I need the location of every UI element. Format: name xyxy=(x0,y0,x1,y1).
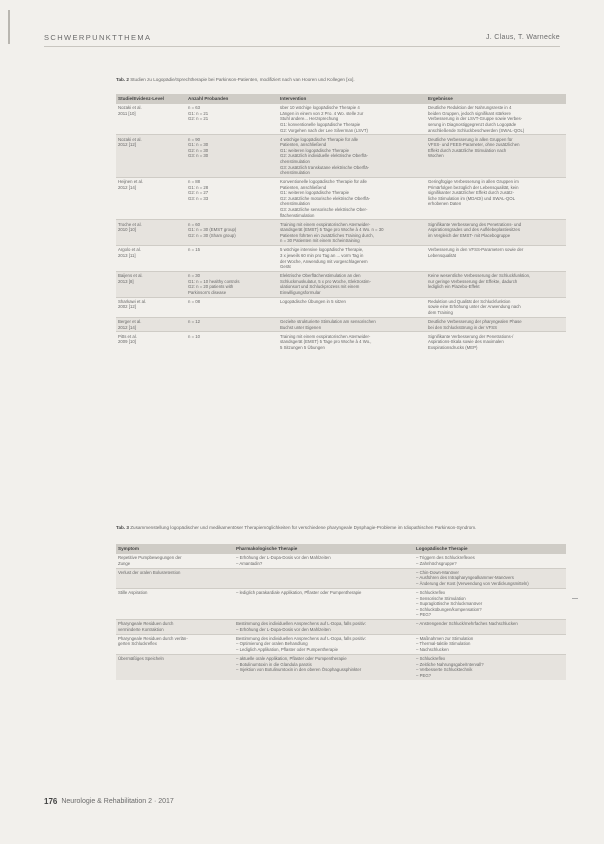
table1-col-header: Studie/Evidenz-Level xyxy=(116,94,186,104)
cell-study: Pitts et al. 2009 [10] xyxy=(116,332,186,352)
cell-results: Reduktion und Qualität der Schluckfunktion sowie eine Erhöhung unter der Anwendung nach dem Training xyxy=(426,297,566,317)
cell-subjects: n = 60 G1: n = 30 (EMST group) G2: n = 30 (Sham group) xyxy=(186,220,278,246)
table1-caption-text: Studien zu Logopädie/Sprechtherapie bei Parkinson-Patienten, modifiziert nach van Hooren und Kollegen [xx]. xyxy=(130,77,355,82)
cell-study: Baijens et al. 2013 [8] xyxy=(116,271,186,297)
page-footer xyxy=(44,795,174,807)
cell-study: Berger et al. 2012 [14] xyxy=(116,317,186,332)
table-row xyxy=(116,317,566,332)
table-row xyxy=(116,220,566,246)
table-therapy xyxy=(116,544,566,680)
cell-study: Troche et al. 2010 [10] xyxy=(116,220,186,246)
cell-symptom: Stille Aspiration xyxy=(116,588,234,619)
cell-study: Nozaki et al. 2012 [12] xyxy=(116,135,186,178)
cell-intervention: 5 wöchige intensive logopädische Therapie, 3 x jeweils 60 min pro Tag an ... vorm Tag in der Woche, Anwendung mit vorgeschlagenem Gerät xyxy=(278,246,426,272)
cell-logo: – Chin-Down-Manöver – Ausführen des Intrapharyngealkammer-Manövers – Änderung der Kost (Verwendung von Verdickungsmitteln) xyxy=(414,568,566,588)
table-row xyxy=(116,271,566,297)
cell-subjects: n = 63 G1: n = 21 G2: n = 21 xyxy=(186,104,278,135)
cell-subjects: n = 08 xyxy=(186,297,278,317)
cell-intervention: über 10 wöchige logopädische Therapie 4 Längen in einem von 2 Pro. 4 Wo. stelle zur Stuhl andere... Herzsprechung G1: konventionelle logopädische Therapie G2: Vorgehen nach der Lee Silverman (LSVT) xyxy=(278,104,426,135)
cell-results: Keine wesentliche Verbesserung der Schluckfunktion, nur geringe Verbesserung der Effekte, dadurch lediglich ein Plazebo-Effekt xyxy=(426,271,566,297)
table-row xyxy=(116,332,566,352)
cell-results: Verbesserung in den VFSS-Parametern sowie der Lebensqualität xyxy=(426,246,566,272)
cell-results: Signifikante Verbesserung des Penetrations- und Aspirationsgrades und des Aufklebeplastiesitzes im Vergleich der EMST- mit Placebogruppe xyxy=(426,220,566,246)
table-row xyxy=(116,588,566,619)
cell-results: Geringfügige Verbesserung in allen Gruppen im Primärfolgen bezüglich der Lebensqualität, kein signifikanter zusätzlicher Effekt durch zusätz- liche Stimulation im (MDADI) und SWAL-QOL erhobenen Daten xyxy=(426,177,566,220)
table-row xyxy=(116,568,566,588)
table-row xyxy=(116,135,566,178)
page-number: 176 xyxy=(44,796,58,806)
table-row xyxy=(116,246,566,272)
table-row xyxy=(116,634,566,654)
cell-study: Sharkawi et al. 2002 [12] xyxy=(116,297,186,317)
cell-symptom: Verlust der oralen Bolusretention xyxy=(116,568,234,588)
cell-intervention: Konventionelle logopädische Therapie für alle Patienten, anschließend G1: weiteren logopädische Therapie G2: zusätzliche motorische elektrische Oberflä- chenstimulation G3: zusätzliche sensorische elektrische Ober- flächenstimulation xyxy=(278,177,426,220)
running-header xyxy=(44,30,560,44)
cell-pharma: Bestimmung des individuellen Ansprechens auf L-Dopa, falls positiv: – Erhöhung der L-Dopa-Dosis vor den Mahlzeiten xyxy=(234,620,414,635)
table2-col-header: Symptom xyxy=(116,544,234,554)
header-rule xyxy=(44,46,560,47)
table1-label: Tab. 2 xyxy=(116,77,129,82)
table-row xyxy=(116,177,566,220)
table1-caption xyxy=(116,77,566,83)
cell-pharma: – Erhöhung der L-Dopa-Dosis vor den Mahlzeiten – Amantadin? xyxy=(234,554,414,569)
cell-subjects: n = 15 xyxy=(186,246,278,272)
cell-intervention: Gezielte strukturierte Stimulation am sensorischen Buchst unter Eigenen xyxy=(278,317,426,332)
cell-intervention: Training mit einem exspiratorischen Atemwider- standsgerät (EMST) 5 Tage pro Woche à 4 Wo. n = 30 Patienten führten ein zusätzliches Training durch, n = 30 Patienten mit einem Scheintraining xyxy=(278,220,426,246)
cell-study: Heijnen et al. 2012 [14] xyxy=(116,177,186,220)
cell-subjects: n = 90 G1: n = 30 G2: n = 30 G3: n = 30 xyxy=(186,135,278,178)
table-row xyxy=(116,654,566,679)
cell-logo: – Triggern des Schluckreflexes – Zahnhöchsgruppe? xyxy=(414,554,566,569)
scan-edge-mark xyxy=(8,10,10,44)
header-authors: J. Claus, T. Warnecke xyxy=(486,33,560,41)
cell-intervention: Training mit einem exspiratorischen Atemwider- standsgerät (EMST) 5 Tage pro Woche à 4 Wo., 5 Sitzungen 5 Übungen xyxy=(278,332,426,352)
cell-symptom: Übermäßiges Speicheln xyxy=(116,654,234,679)
table-row xyxy=(116,297,566,317)
cell-results: Deutliche Reduktion der Nahrungsreste in 4 beiden Gruppen, jedoch signifikant stärkere Verbesserung in der LSVT-Gruppe sowie Verbes- serung in Diagnostiggegrenzt durch Logopäde anschließende Schluckbeschwerden (SWAL-QOL) xyxy=(426,104,566,135)
cell-pharma: – lediglich parakardiale Applikation, Pflaster oder Pumpentherapie xyxy=(234,588,414,619)
cell-logo: – Anstrengender Schluck/mehrfaches Nachschlucken xyxy=(414,620,566,635)
cell-symptom: Repetitive Pumpbewegungen der Zunge xyxy=(116,554,234,569)
cell-intervention: 4 wöchige logopädische Therapie für alle Patienten, anschließend G1: weiteren logopädische Therapie G2: zusätzlich individuelle elektrische Oberflä- chenstimulation G3: zusätzlich transkutane elektrische Oberflä- chenstimulation xyxy=(278,135,426,178)
cell-logo: – Maßnahmen zur Stimulation – Thermal-taktile Stimulation – Nachschlucken xyxy=(414,634,566,654)
table-row xyxy=(116,620,566,635)
table2-col-header: Logopädische Therapie xyxy=(414,544,566,554)
cell-subjects: n = 30 G1: n = 10 healthy controls G2: n = 20 patients with Parkinson's disease xyxy=(186,271,278,297)
journal-name: Neurologie & Rehabilitation 2 · 2017 xyxy=(61,797,174,805)
cell-pharma: Bestimmung des individuellen Ansprechens auf L-Dopa, falls positiv: – Optimierung der oralen Behandlung – Lediglich Applikation, Pflaster oder Pumpentherapie xyxy=(234,634,414,654)
cell-results: Deutliche Verbesserung der pharyngealen Phase bei den Schluckstörung in der VFSS xyxy=(426,317,566,332)
cell-results: Signifikante Verbesserung der Penetrations-/ Aspirations-Skala sowie des maximalen Exspirationsdrucks (MEP) xyxy=(426,332,566,352)
table2-col-header: Pharmakologische Therapie xyxy=(234,544,414,554)
cell-pharma: – aktuelle orale Applikation, Pflaster oder Pumpentherapie – Botulinumtoxin in die Glandula parotis – Injektion von Botulinumtoxin in den oberen Ösophagussphinkter xyxy=(234,654,414,679)
table1-header-row xyxy=(116,94,566,104)
cell-study: Argolo et al. 2013 [11] xyxy=(116,246,186,272)
cell-subjects: n = 88 G1: n = 28 G2: n = 27 G3: n = 33 xyxy=(186,177,278,220)
fold-mark xyxy=(572,598,578,603)
table2-caption-text: Zusammenstellung logopädischer und medikamentöser Therapiemöglichkeiten für verschiedene pharyngeale Dysphagie-Probleme im Idiopathischen Parkinson-Syndrom. xyxy=(130,525,477,530)
cell-logo: – Schluckreflex – Zeitliche Nahrungsgabe/Intervall? – Verbesserte Schlucktechnik – PEG? xyxy=(414,654,566,679)
cell-intervention: Elektrische Oberflächenstimulation an den Schluckmuskulatur, 5 x pro Woche, Elektrostim- ulationsort und Schluckprozess mit einem Einwilligungsformular xyxy=(278,271,426,297)
cell-study: Nozaki et al. 2011 [10] xyxy=(116,104,186,135)
table2-label: Tab. 3 xyxy=(116,525,129,530)
table1-col-header: Intervention xyxy=(278,94,426,104)
cell-pharma xyxy=(234,568,414,588)
table2-header-row xyxy=(116,544,566,554)
cell-intervention: Logopädische Übungen in 5 sitzen xyxy=(278,297,426,317)
cell-subjects: n = 10 xyxy=(186,332,278,352)
table-studies xyxy=(116,94,566,352)
section-title: SCHWERPUNKTTHEMA xyxy=(44,32,152,42)
cell-logo: – Schluckreflex – Sensorische Stimulation – Supraglottische Schluckmanöver – Schluckübungen/kompensation? – PEG? xyxy=(414,588,566,619)
cell-symptom: Pharyngeale Residuen durch verlän- gerten Schluckreflex xyxy=(116,634,234,654)
cell-results: Deutliche Verbesserung in allen Gruppen für VFSS- und FEES-Parameter, ohne zusätzlichen Effekt durch zusätzliche Stimulation nach Wochen xyxy=(426,135,566,178)
table-row xyxy=(116,554,566,569)
cell-subjects: n = 12 xyxy=(186,317,278,332)
table1-col-header: Anzahl Probanden xyxy=(186,94,278,104)
table1-col-header: Ergebnisse xyxy=(426,94,566,104)
cell-symptom: Pharyngeale Residuen durch verminderte Kontraktion xyxy=(116,620,234,635)
table2-caption xyxy=(116,525,566,531)
table-row xyxy=(116,104,566,135)
